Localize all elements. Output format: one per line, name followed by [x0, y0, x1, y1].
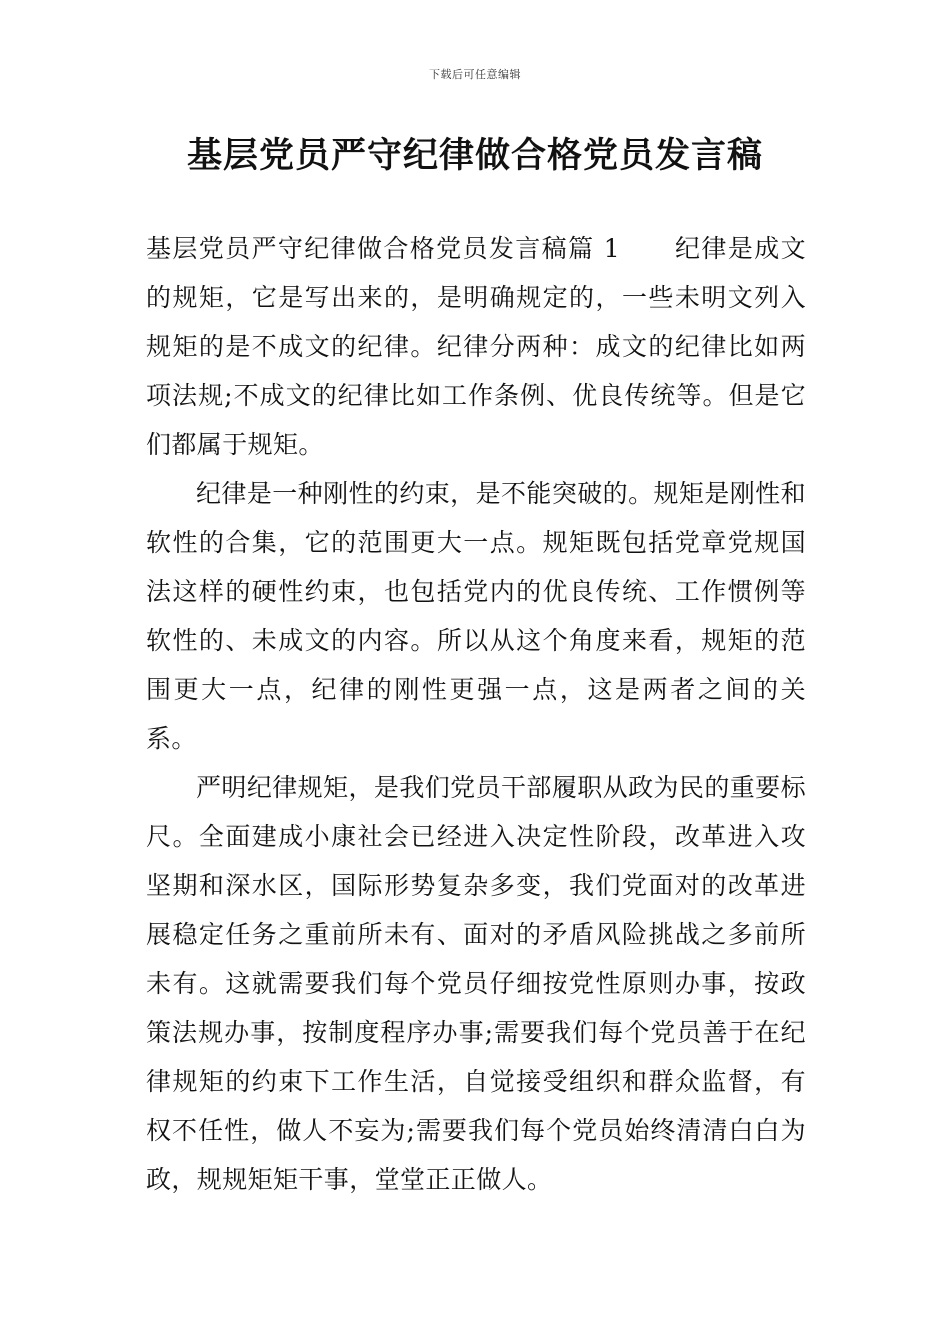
- paragraph-1-text: 纪律是成文的规矩，它是写出来的，是明确规定的，一些未明文列入规矩的是不成文的纪律。纪律分两种：成文的纪律比如两项法规;不成文的纪律比如工作条例、优良传统等。但是它们都属于规矩。: [146, 234, 806, 459]
- paragraph-2: 纪律是一种刚性的约束，是不能突破的。规矩是刚性和软性的合集，它的范围更大一点。规矩既包括党章党规国法这样的硬性约束，也包括党内的优良传统、工作惯例等软性的、未成文的内容。所以从这个角度来看，规矩的范围更大一点，纪律的刚性更强一点，这是两者之间的关系。: [146, 479, 806, 753]
- header-note: 下载后可任意编辑: [429, 68, 521, 81]
- paragraph-1: [146, 224, 806, 469]
- document-title: 基层党员严守纪律做合格党员发言稿: [186, 136, 763, 176]
- section-heading: 基层党员严守纪律做合格党员发言稿篇 1: [146, 234, 621, 263]
- document-body: [146, 224, 806, 1204]
- paragraph-3: 严明纪律规矩，是我们党员干部履职从政为民的重要标尺。全面建成小康社会已经进入决定性阶段，改革进入攻坚期和深水区，国际形势复杂多变，我们党面对的改革进展稳定任务之重前所未有、面对的矛盾风险挑战之多前所未有。这就需要我们每个党员仔细按党性原则办事，按政策法规办事，按制度程序办事;需要我们每个党员善于在纪律规矩的约束下工作生活，自觉接受组织和群众监督，有权不任性，做人不妄为;需要我们每个党员始终清清白白为政，规规矩矩干事，堂堂正正做人。: [146, 773, 806, 1194]
